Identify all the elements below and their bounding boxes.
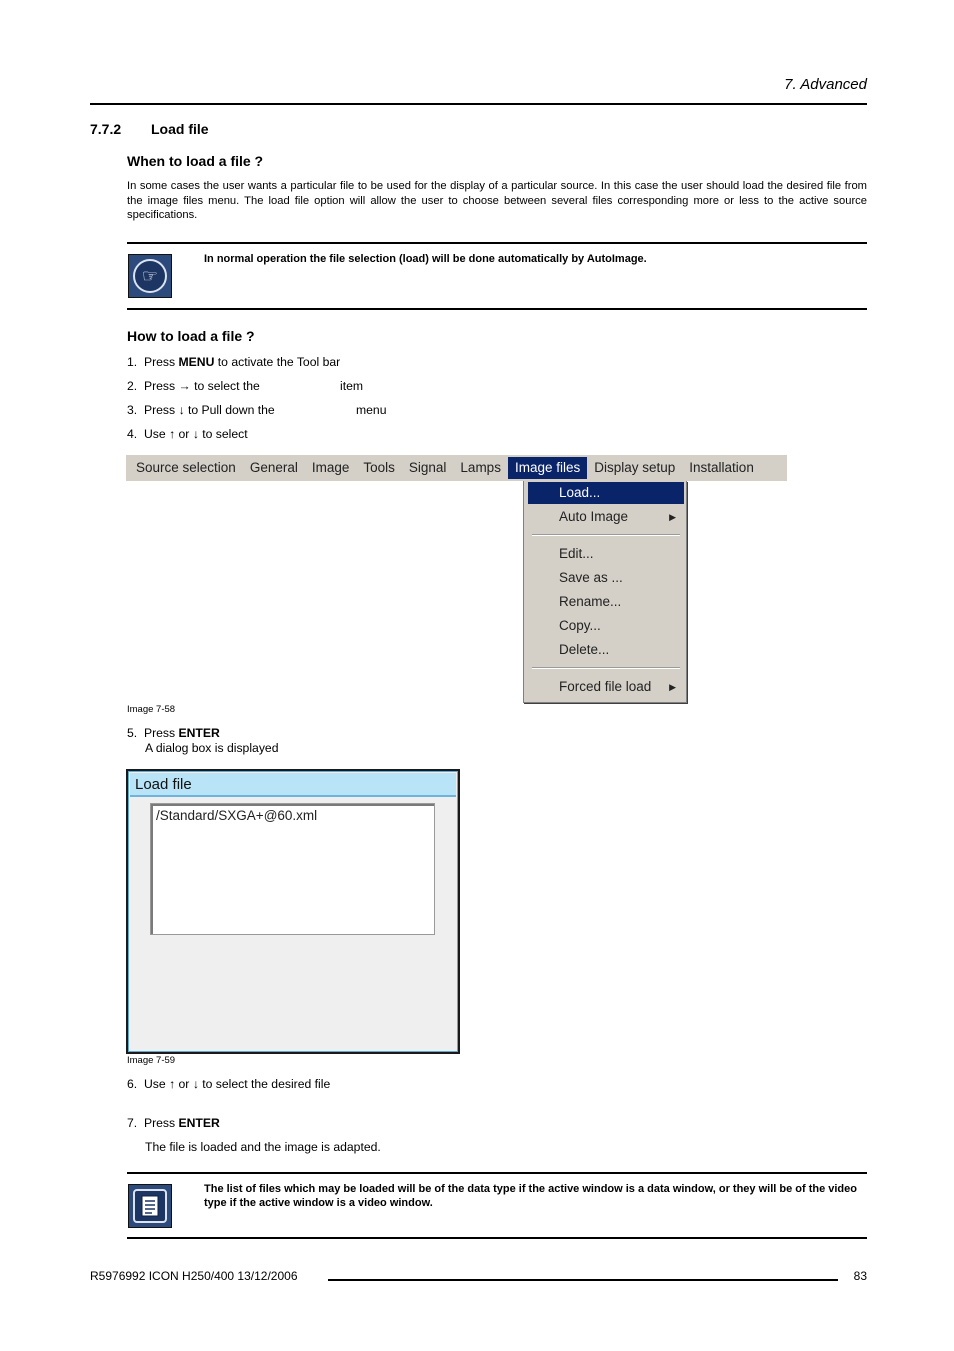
menu-image-files[interactable]: Image files <box>508 457 587 479</box>
when-body: In some cases the user wants a particular file to be used for the display of a particular source. In this case the user should load the desired file from the image files menu. The load file option will allow the user to choose between several files corresponding more or less to the active source specifications. <box>127 180 867 222</box>
menu-general[interactable]: General <box>249 460 298 475</box>
header-rule <box>90 103 867 105</box>
menu-bar <box>126 455 787 481</box>
footer-rule <box>328 1279 838 1281</box>
step-3 <box>127 403 275 417</box>
menu-display-setup[interactable]: Display setup <box>594 460 676 475</box>
note-rule-top <box>127 242 867 244</box>
submenu-arrow-icon: ▶ <box>669 682 676 692</box>
image-caption: Image 7-58 <box>127 704 176 715</box>
step-4 <box>127 427 248 441</box>
load-file-dialog <box>126 769 460 1054</box>
chapter-title: 7. Advanced <box>784 76 867 93</box>
page-number: 83 <box>853 1269 867 1283</box>
menu-item-rename[interactable]: Rename... <box>559 594 622 609</box>
menu-item-save-as[interactable]: Save as ... <box>559 570 623 585</box>
step-1 <box>127 355 340 369</box>
step-2 <box>127 379 260 393</box>
note-rule-top <box>127 1172 867 1174</box>
step-6 <box>127 1077 330 1091</box>
image-files-dropdown <box>523 481 687 703</box>
step-number: 2. <box>127 379 138 393</box>
step-text: Press <box>143 355 179 369</box>
step-key: ENTER <box>178 726 220 740</box>
dialog-title: Load file <box>130 773 456 797</box>
menu-item-copy[interactable]: Copy... <box>559 618 601 633</box>
menu-separator <box>532 667 680 669</box>
menu-item-load[interactable]: Load... <box>528 482 684 504</box>
file-list[interactable] <box>150 803 435 935</box>
menu-item-auto-image[interactable] <box>528 506 684 528</box>
menu-signal[interactable]: Signal <box>408 460 447 475</box>
step-number: 5. <box>127 726 138 740</box>
step-5 <box>127 726 220 740</box>
how-heading: How to load a file ? <box>127 328 255 344</box>
menu-lamps[interactable]: Lamps <box>460 460 501 475</box>
menu-item-edit[interactable]: Edit... <box>559 546 594 561</box>
pointing-hand-icon: ☞ <box>128 254 172 298</box>
note-text: In normal operation the file selection (load) will be done automatically by AutoImage. <box>204 253 647 265</box>
step-text: Press <box>143 1116 179 1130</box>
step-text: to activate the Tool bar <box>214 355 341 369</box>
menu-separator <box>532 534 680 536</box>
file-list-item[interactable]: /Standard/SXGA+@60.xml <box>156 808 318 823</box>
menu-source-selection[interactable]: Source selection <box>136 460 236 475</box>
menu-image[interactable]: Image <box>311 460 350 475</box>
step-3-suffix: menu <box>356 403 387 417</box>
step-key: ENTER <box>178 1116 220 1130</box>
step-2-suffix: item <box>340 379 364 393</box>
step-number: 3. <box>127 403 138 417</box>
step-7-result: The file is loaded and the image is adapted. <box>145 1140 381 1154</box>
step-number: 1. <box>127 355 138 369</box>
menu-item-delete[interactable]: Delete... <box>559 642 610 657</box>
note-rule-bottom <box>127 1237 867 1239</box>
step-text: Press → to select the <box>143 379 260 393</box>
step-5-result: A dialog box is displayed <box>145 741 279 755</box>
menu-installation[interactable]: Installation <box>689 460 754 475</box>
submenu-arrow-icon: ▶ <box>669 512 676 522</box>
step-key: MENU <box>178 355 215 369</box>
note-text: The list of files which may be loaded will be of the data type if the active window is a data window, or they will be of the video type if the active window is a video window. <box>204 1183 857 1209</box>
step-text: Use ↑ or ↓ to select <box>143 427 248 441</box>
step-text: Use ↑ or ↓ to select the desired file <box>143 1077 331 1091</box>
step-number: 4. <box>127 427 138 441</box>
footer-doc-info: R5976992 ICON H250/400 13/12/2006 <box>90 1269 298 1283</box>
note-rule-bottom <box>127 308 867 310</box>
when-heading: When to load a file ? <box>127 153 264 169</box>
section-title: Load file <box>151 121 209 137</box>
menu-tools[interactable]: Tools <box>363 460 395 475</box>
step-number: 6. <box>127 1077 138 1091</box>
menu-item-forced-file-load[interactable] <box>528 676 684 698</box>
image-caption: Image 7-59 <box>127 1055 176 1066</box>
note-icon <box>128 1184 172 1228</box>
step-number: 7. <box>127 1116 138 1130</box>
menu-item-label: Auto Image <box>559 509 629 524</box>
step-text: Press <box>143 726 179 740</box>
step-7 <box>127 1116 220 1130</box>
step-text: Press ↓ to Pull down the <box>143 403 275 417</box>
section-number: 7.7.2 <box>90 121 122 137</box>
menu-item-label: Forced file load <box>559 679 652 694</box>
